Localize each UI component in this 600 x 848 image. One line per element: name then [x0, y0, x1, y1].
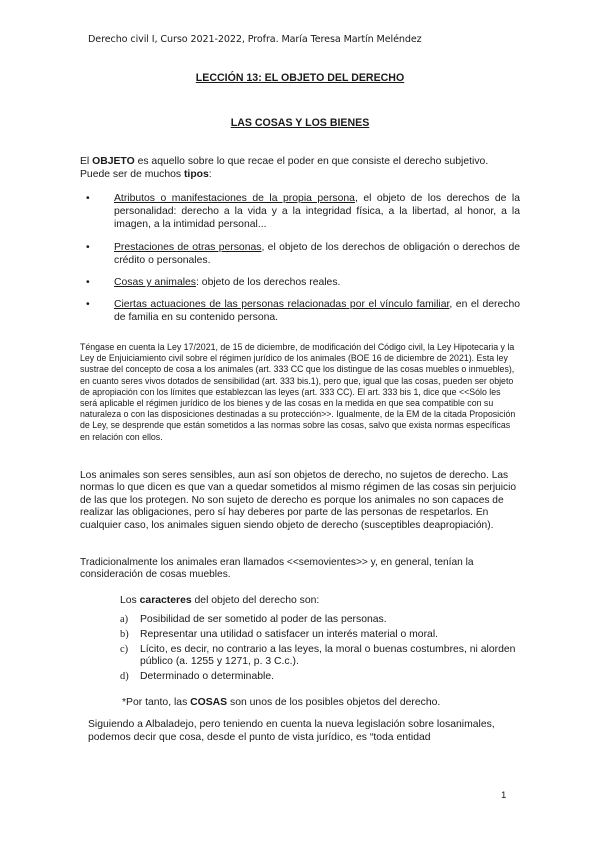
list-item: b) Representar una utilidad o satisfacer un interés material o moral.	[120, 629, 439, 640]
object-types-list	[86, 192, 520, 334]
bullet-icon: •	[86, 299, 90, 311]
bullet-icon: •	[86, 241, 90, 253]
animals-paragraph: Los animales son seres sensibles, aun así son objetos de derecho, no sujetos de derecho. Las normas lo que dicen es que van a quedar sometidos al mismo régimen de las cosas sin perjuicio de las que los protegen. No son sujeto de derecho es porque los animales no son capaces de realizar las obligaciones, pero sí hay deberes por parte de las personas de respetarlos. En cualquier caso, los animales siguen siendo objeto de derecho (susceptibles deapropiación).	[80, 470, 517, 531]
caracteres-term: caracteres	[139, 595, 192, 606]
page-number: 1	[501, 790, 507, 801]
caracteres-intro: Los caracteres del objeto del derecho son:	[120, 595, 320, 606]
list-item: a) Posibilidad de ser sometido al poder de las personas.	[120, 614, 387, 625]
list-item: d) Determinado o determinable.	[120, 671, 274, 683]
caracteres-list	[120, 614, 520, 686]
section-title: LAS COSAS Y LOS BIENES	[230, 117, 370, 129]
law-note: Téngase en cuenta la Ley 17/2021, de 15 de diciembre, de modificación del Código civil, la Ley Hipotecaria y la Ley de Enjuiciamiento civil sobre el régimen jurídico de los animales (BOE 16 de diciembre de 2021). Esta ley sustrae del concepto de cosa a los animales (art. 333 CC que los distingue de las cosas muebles o inmuebles), en cuanto seres vivos dotados de sensibilidad (art. 333 bis.1), pero que, igual que las cosas, pueden ser objeto de apropiación con los límites que establezcan las leyes (art. 333 CC). El art. 333 bis 1, dice que <<Sólo les será aplicable el régimen jurídico de los bienes y de las cosas en la medida en que sea compatible con su naturaleza o con las disposiciones destinadas a su protección>>. Igualmente, de la EM de la citada Proposición de Ley, se desprende que están sometidos a las normas sobre las cosas, salvo que exista normas específicas en relación con ellos.	[80, 342, 516, 442]
objeto-term: OBJETO	[92, 156, 135, 167]
list-item: • Prestaciones de otras personas, el objeto de los derechos de obligación o derechos de crédito o personales.	[86, 241, 520, 266]
lesson-title: LECCIÓN 13: EL OBJETO DEL DERECHO	[195, 72, 405, 84]
list-item: c) Lícito, es decir, no contrario a las leyes, la moral o buenas costumbres, ni alorden público (a. 1255 y 1271, p. 3 C.c.).	[120, 644, 516, 668]
cosas-term: COSAS	[190, 697, 228, 708]
list-item: • Ciertas actuaciones de las personas relacionadas por el vínculo familiar, en el derecho de familia en su contenido persona.	[86, 299, 520, 324]
semovientes-paragraph: Tradicionalmente los animales eran llamados <<semovientes>> y, en general, tenían la consideración de cosas muebles.	[80, 557, 474, 581]
list-item: • Atributos o manifestaciones de la propia persona, el objeto de los derechos de la personalidad: derecho a la vida y a la integridad física, a la libertad, al honor, a la imagen, a la intimidad personal...	[86, 193, 520, 231]
bullet-icon: •	[86, 193, 90, 204]
tipos-term: tipos	[183, 168, 209, 180]
page-header: Derecho civil I, Curso 2021-2022, Profra. María Teresa Martín Meléndez	[88, 34, 422, 45]
bullet-icon: •	[86, 277, 90, 289]
albaladejo-paragraph: Siguiendo a Albaladejo, pero teniendo en cuenta la nueva legislación sobre losanimales, podemos decir que cosa, desde el punto de vista jurídico, es “toda entidad	[88, 719, 495, 743]
list-item: • Cosas y animales: objeto de los derechos reales.	[86, 277, 341, 289]
intro-paragraph: El OBJETO es aquello sobre lo que recae el poder en que consiste el derecho subjetivo. Puede ser de muchos tipos:	[80, 156, 489, 180]
cosas-note: *Por tanto, las COSAS son unos de los posibles objetos del derecho.	[122, 697, 441, 708]
